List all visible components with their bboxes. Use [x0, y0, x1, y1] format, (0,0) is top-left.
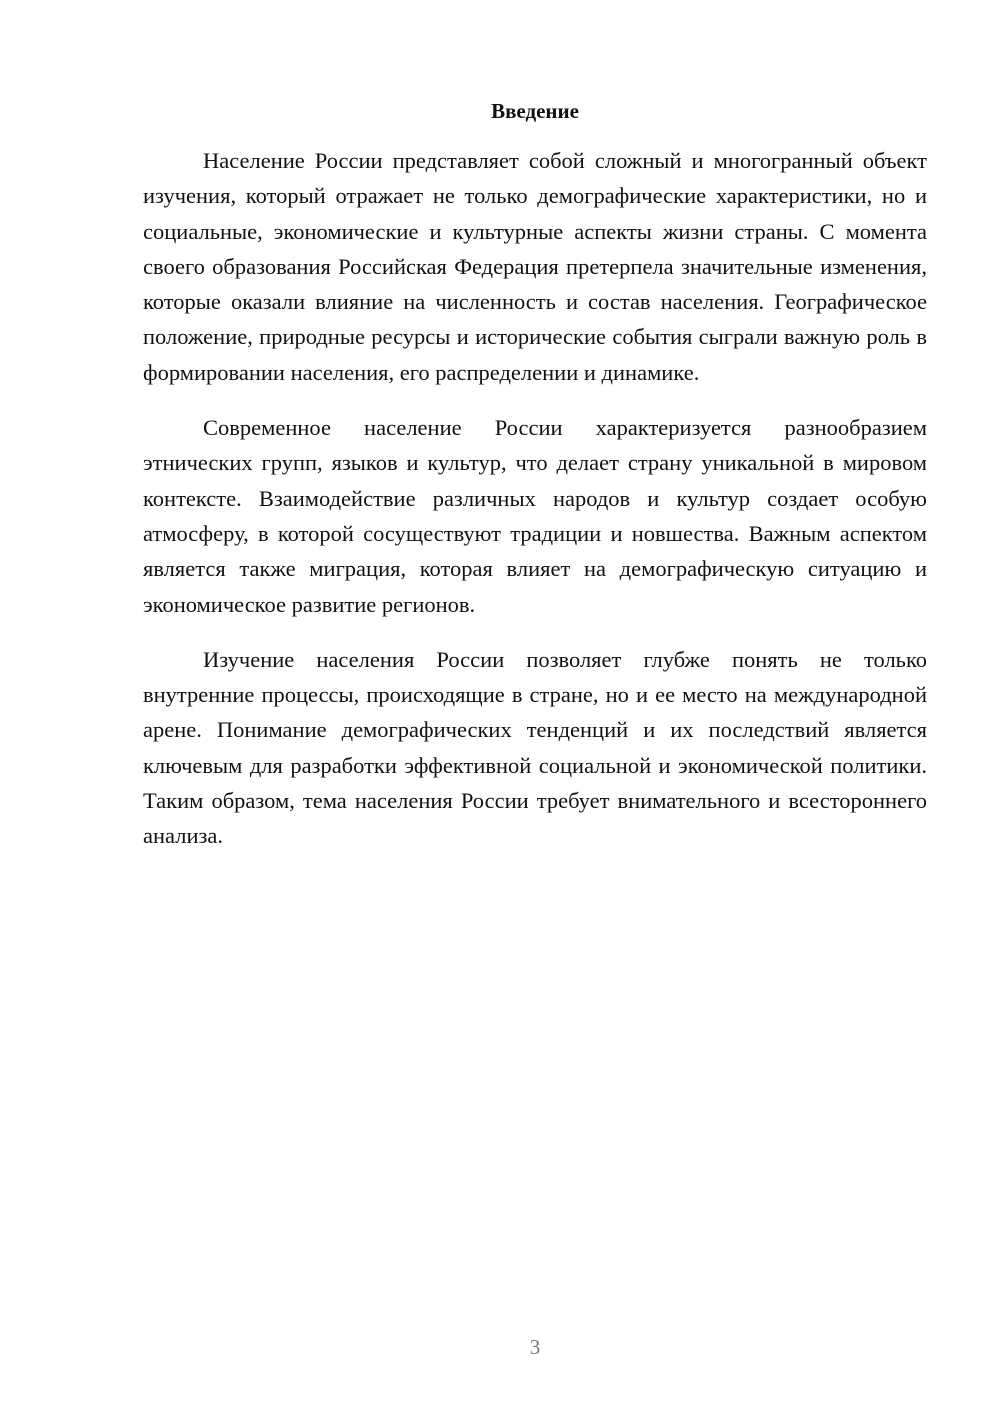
paragraph-3: Изучение населения России позволяет глубже понять не только внутренние процессы, происходящие в стране, но и ее место на международной арене. Понимание демографических тенденций и их последствий является ключевым для разработки эффективной социальной и экономической политики. Таким образом, тема населения России требует внимательного и всестороннего анализа. [143, 646, 927, 849]
paragraph-1: Население России представляет собой сложный и многогранный объект изучения, который отражает не только демографические характеристики, но и социальные, экономические и культурные аспекты жизни страны. С момента своего образования Российская Федерация претерпела значительные изменения, которые оказали влияние на численность и состав населения. Географическое положение, природные ресурсы и исторические события сыграли важную роль в формировании населения, его распределении и динамике. [143, 148, 927, 385]
paragraph-2: Современное население России характеризуется разнообразием этнических групп, языков и культур, что делает страну уникальной в мировом контексте. Взаимодействие различных народов и культур создает особую атмосферу, в которой сосуществуют традиции и новшества. Важным аспектом является также миграция, которая влияет на демографическую ситуацию и экономическое развитие регионов. [143, 415, 927, 617]
page-number: 3 [529, 1335, 541, 1359]
body-text [143, 143, 927, 874]
section-title: Введение [491, 99, 579, 123]
